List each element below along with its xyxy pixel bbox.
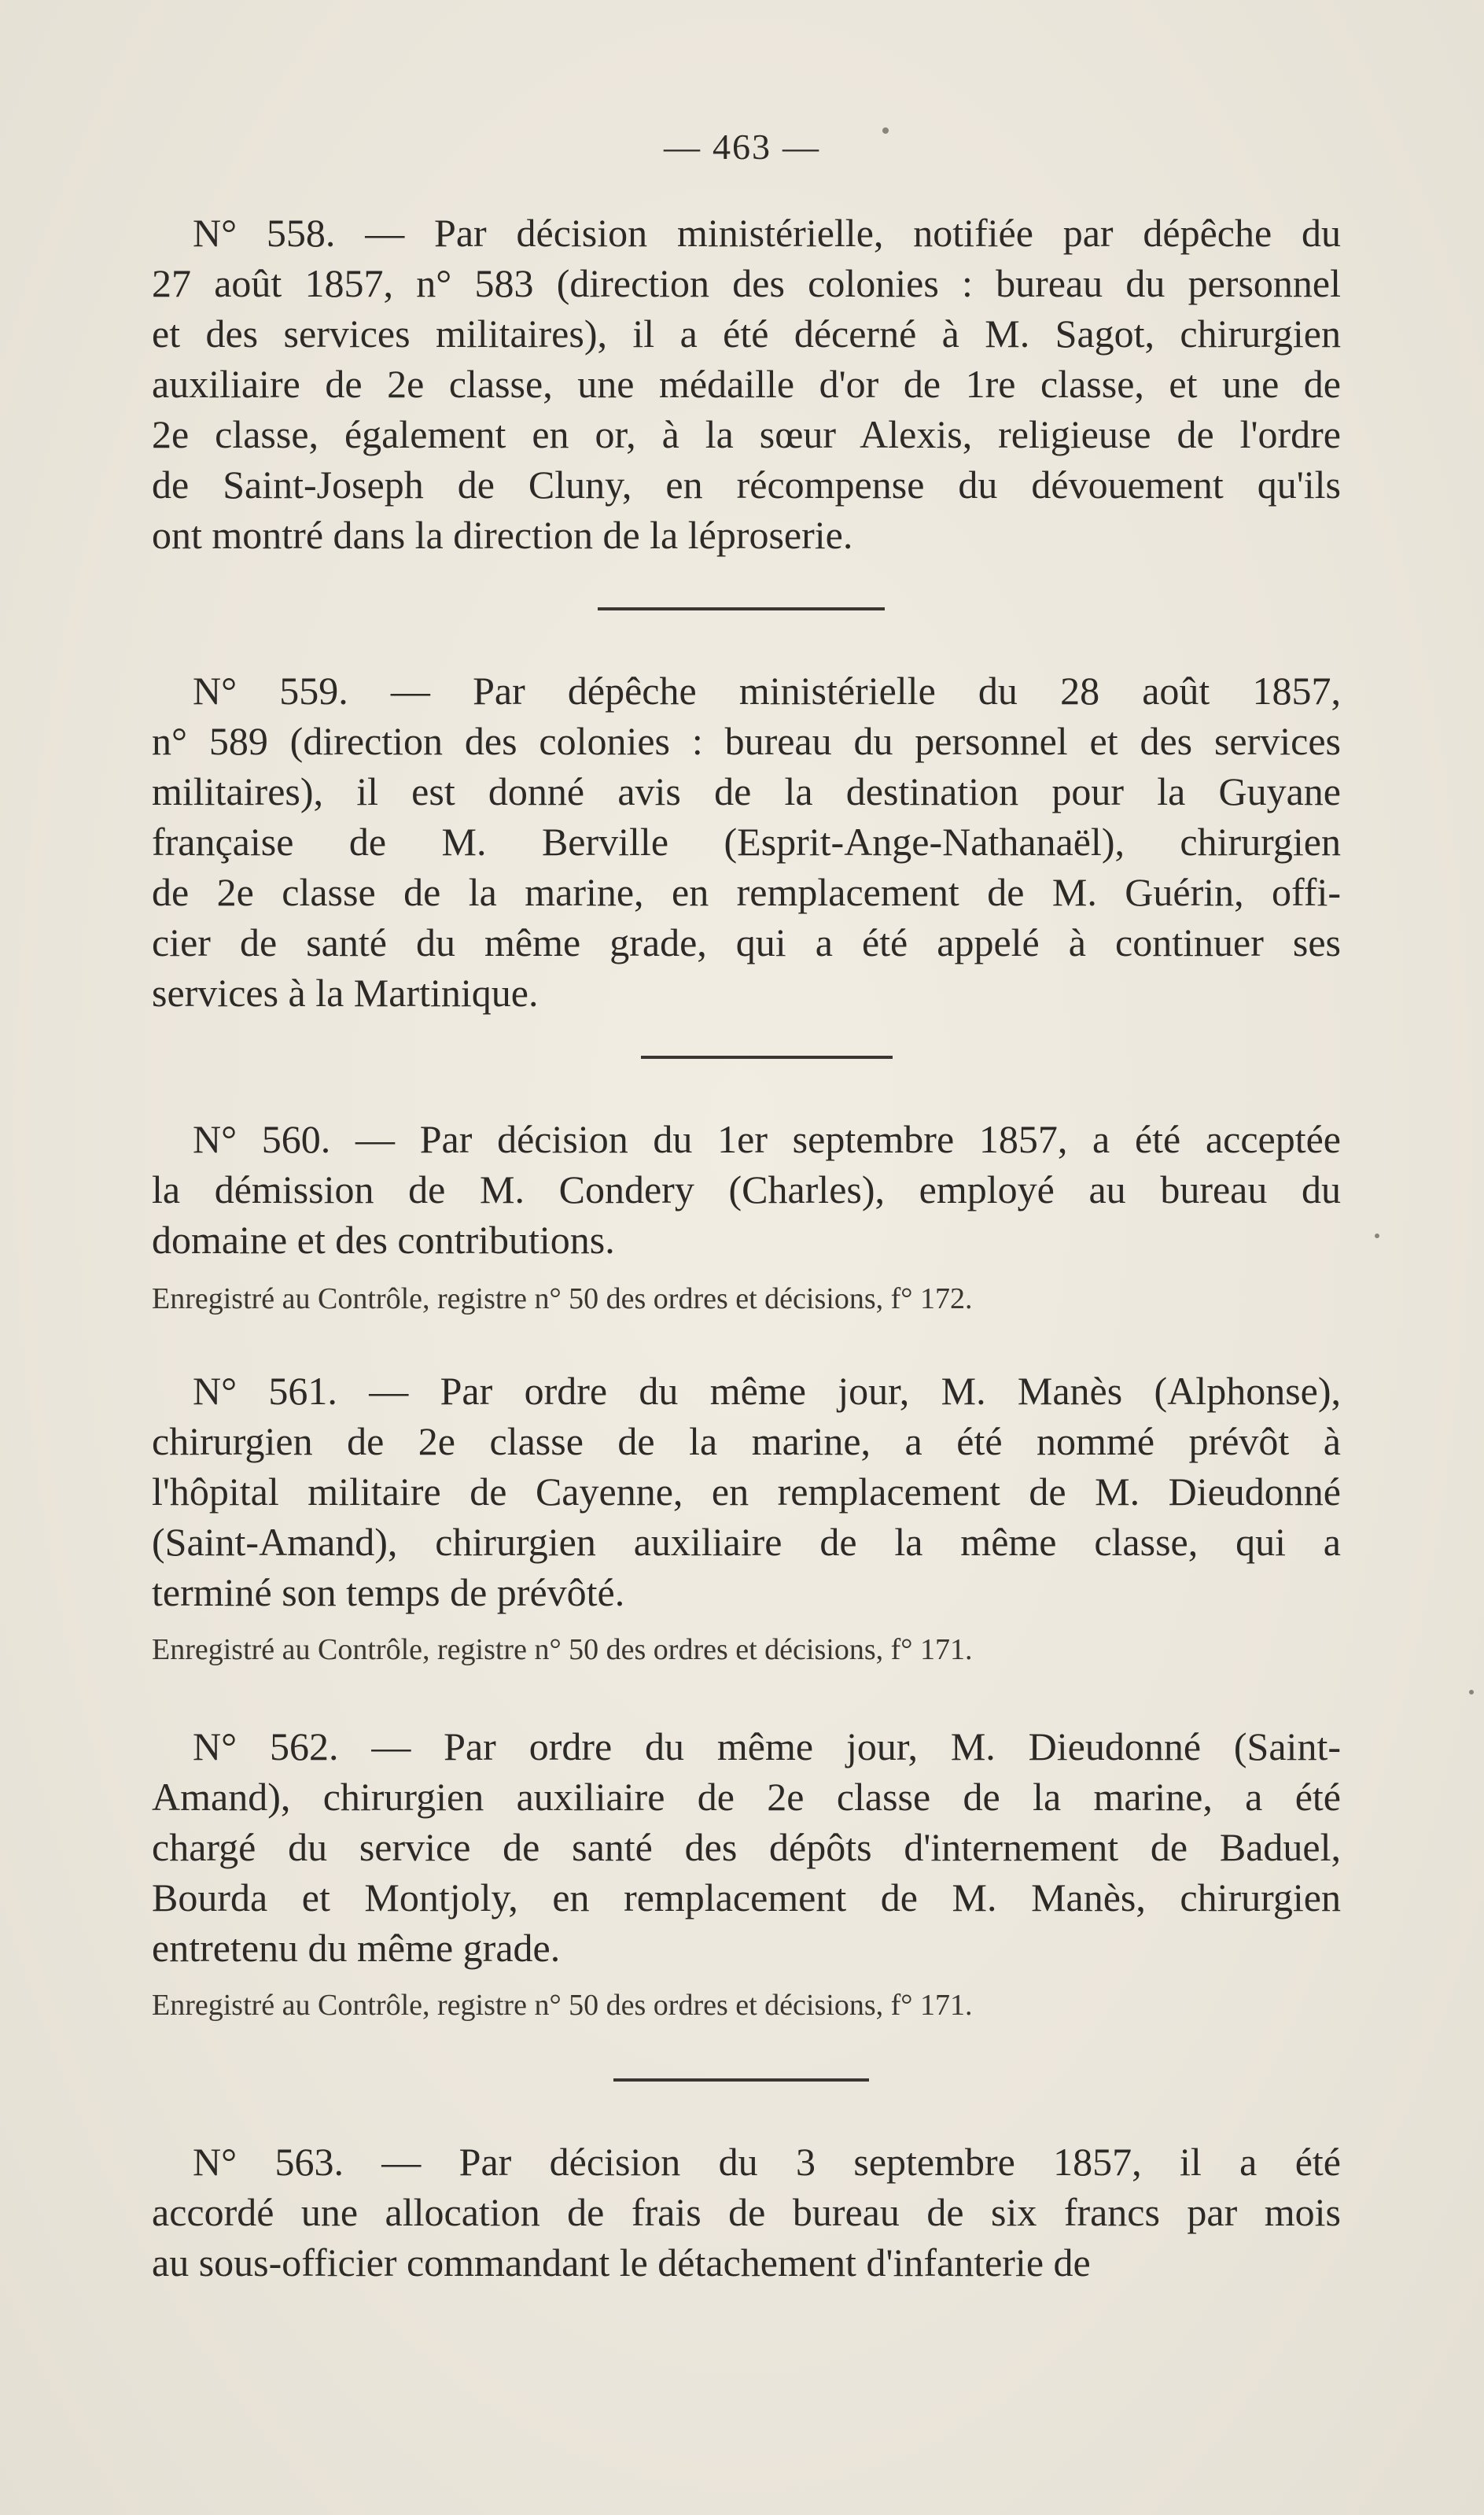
entry-562-line-1: N° 562. — Par ordre du même jour, M. Dieudonné (Saint- [193, 1724, 1341, 1768]
separator-rule-3 [613, 2078, 869, 2082]
entry-561-line-2: chirurgien de 2e classe de la marine, a été nommé prévôt à [152, 1419, 1341, 1463]
entry-562-line-3: chargé du service de santé des dépôts d'internement de Baduel, [152, 1825, 1341, 1869]
entry-559 [152, 666, 1341, 1018]
paper-speck [882, 127, 889, 134]
entry-561-registration: Enregistré au Contrôle, registre n° 50 des ordres et décisions, f° 171. [152, 1633, 973, 1666]
entry-560-line-3: domaine et des contributions. [152, 1218, 615, 1262]
entry-561-line-3: l'hôpital militaire de Cayenne, en remplacement de M. Dieudonné [152, 1470, 1341, 1514]
entry-559-line-1: N° 559. — Par dépêche ministérielle du 28 août 1857, [193, 669, 1341, 713]
entry-558-line-3: et des services militaires), il a été décerné à M. Sagot, chirurgien [152, 312, 1341, 356]
entry-560-line-2: la démission de M. Condery (Charles), employé au bureau du [152, 1167, 1341, 1211]
page-number [0, 126, 1484, 168]
entry-562-registration: Enregistré au Contrôle, registre n° 50 des ordres et décisions, f° 171. [152, 1989, 973, 2022]
entry-558-line-7: ont montré dans la direction de la léproserie. [152, 513, 853, 557]
entry-563-line-3: au sous-officier commandant le détachement d'infanterie de [152, 2240, 1091, 2285]
separator-rule-2 [641, 1056, 893, 1059]
entry-559-line-2: n° 589 (direction des colonies : bureau du personnel et des services [152, 719, 1341, 763]
paper-speck [1469, 1690, 1474, 1694]
entry-561-text [152, 1366, 1341, 1617]
entry-559-line-7: services à la Martinique. [152, 971, 539, 1015]
entry-559-line-5: de 2e classe de la marine, en remplacement de M. Guérin, offi- [152, 870, 1341, 914]
entry-563-text [152, 2137, 1341, 2288]
entry-563-line-2: accordé une allocation de frais de bureau de six francs par mois [152, 2190, 1341, 2234]
entry-559-line-3: militaires), il est donné avis de la destination pour la Guyane [152, 769, 1341, 813]
entry-560-text [152, 1114, 1341, 1265]
entry-561-line-4: (Saint-Amand), chirurgien auxiliaire de la même classe, qui a [152, 1520, 1341, 1564]
entry-559-text [152, 666, 1341, 1018]
entry-561-line-5: terminé son temps de prévôté. [152, 1570, 625, 1614]
entry-562-line-5: entretenu du même grade. [152, 1926, 561, 1970]
entry-559-line-6: cier de santé du même grade, qui a été appelé à continuer ses [152, 920, 1341, 964]
entry-559-line-4: française de M. Berville (Esprit-Ange-Nathanaël), chirurgien [152, 820, 1341, 864]
folio-number: 463 [713, 127, 771, 167]
entry-558-line-5: 2e classe, également en or, à la sœur Alexis, religieuse de l'ordre [152, 412, 1341, 456]
entry-562 [152, 1721, 1341, 2025]
entry-561-line-1: N° 561. — Par ordre du même jour, M. Manès (Alphonse), [193, 1369, 1341, 1413]
entry-562-text [152, 1721, 1341, 1973]
entry-560-line-1: N° 560. — Par décision du 1er septembre 1857, a été acceptée [193, 1117, 1341, 1161]
entry-562-line-2: Amand), chirurgien auxiliaire de 2e classe de la marine, a été [152, 1775, 1341, 1819]
entry-560 [152, 1114, 1341, 1318]
entry-563 [152, 2137, 1341, 2288]
entry-558-line-1: N° 558. — Par décision ministérielle, notifiée par dépêche du [193, 211, 1341, 255]
paper-speck [1375, 1234, 1379, 1238]
entry-558-line-6: de Saint-Joseph de Cluny, en récompense du dévouement qu'ils [152, 463, 1341, 507]
entry-558-line-2: 27 août 1857, n° 583 (direction des colonies : bureau du personnel [152, 261, 1341, 305]
folio-dash-left: — [664, 127, 701, 167]
folio-dash-right: — [783, 127, 820, 167]
entry-561 [152, 1366, 1341, 1669]
entry-558-text [152, 208, 1341, 560]
entry-558-line-4: auxiliaire de 2e classe, une médaille d'or de 1re classe, et une de [152, 362, 1341, 406]
entry-558 [152, 208, 1341, 560]
entry-560-registration: Enregistré au Contrôle, registre n° 50 des ordres et décisions, f° 172. [152, 1282, 973, 1315]
entry-562-line-4: Bourda et Montjoly, en remplacement de M. Manès, chirurgien [152, 1875, 1341, 1919]
separator-rule-1 [598, 607, 885, 610]
entry-563-line-1: N° 563. — Par décision du 3 septembre 1857, il a été [193, 2140, 1341, 2184]
